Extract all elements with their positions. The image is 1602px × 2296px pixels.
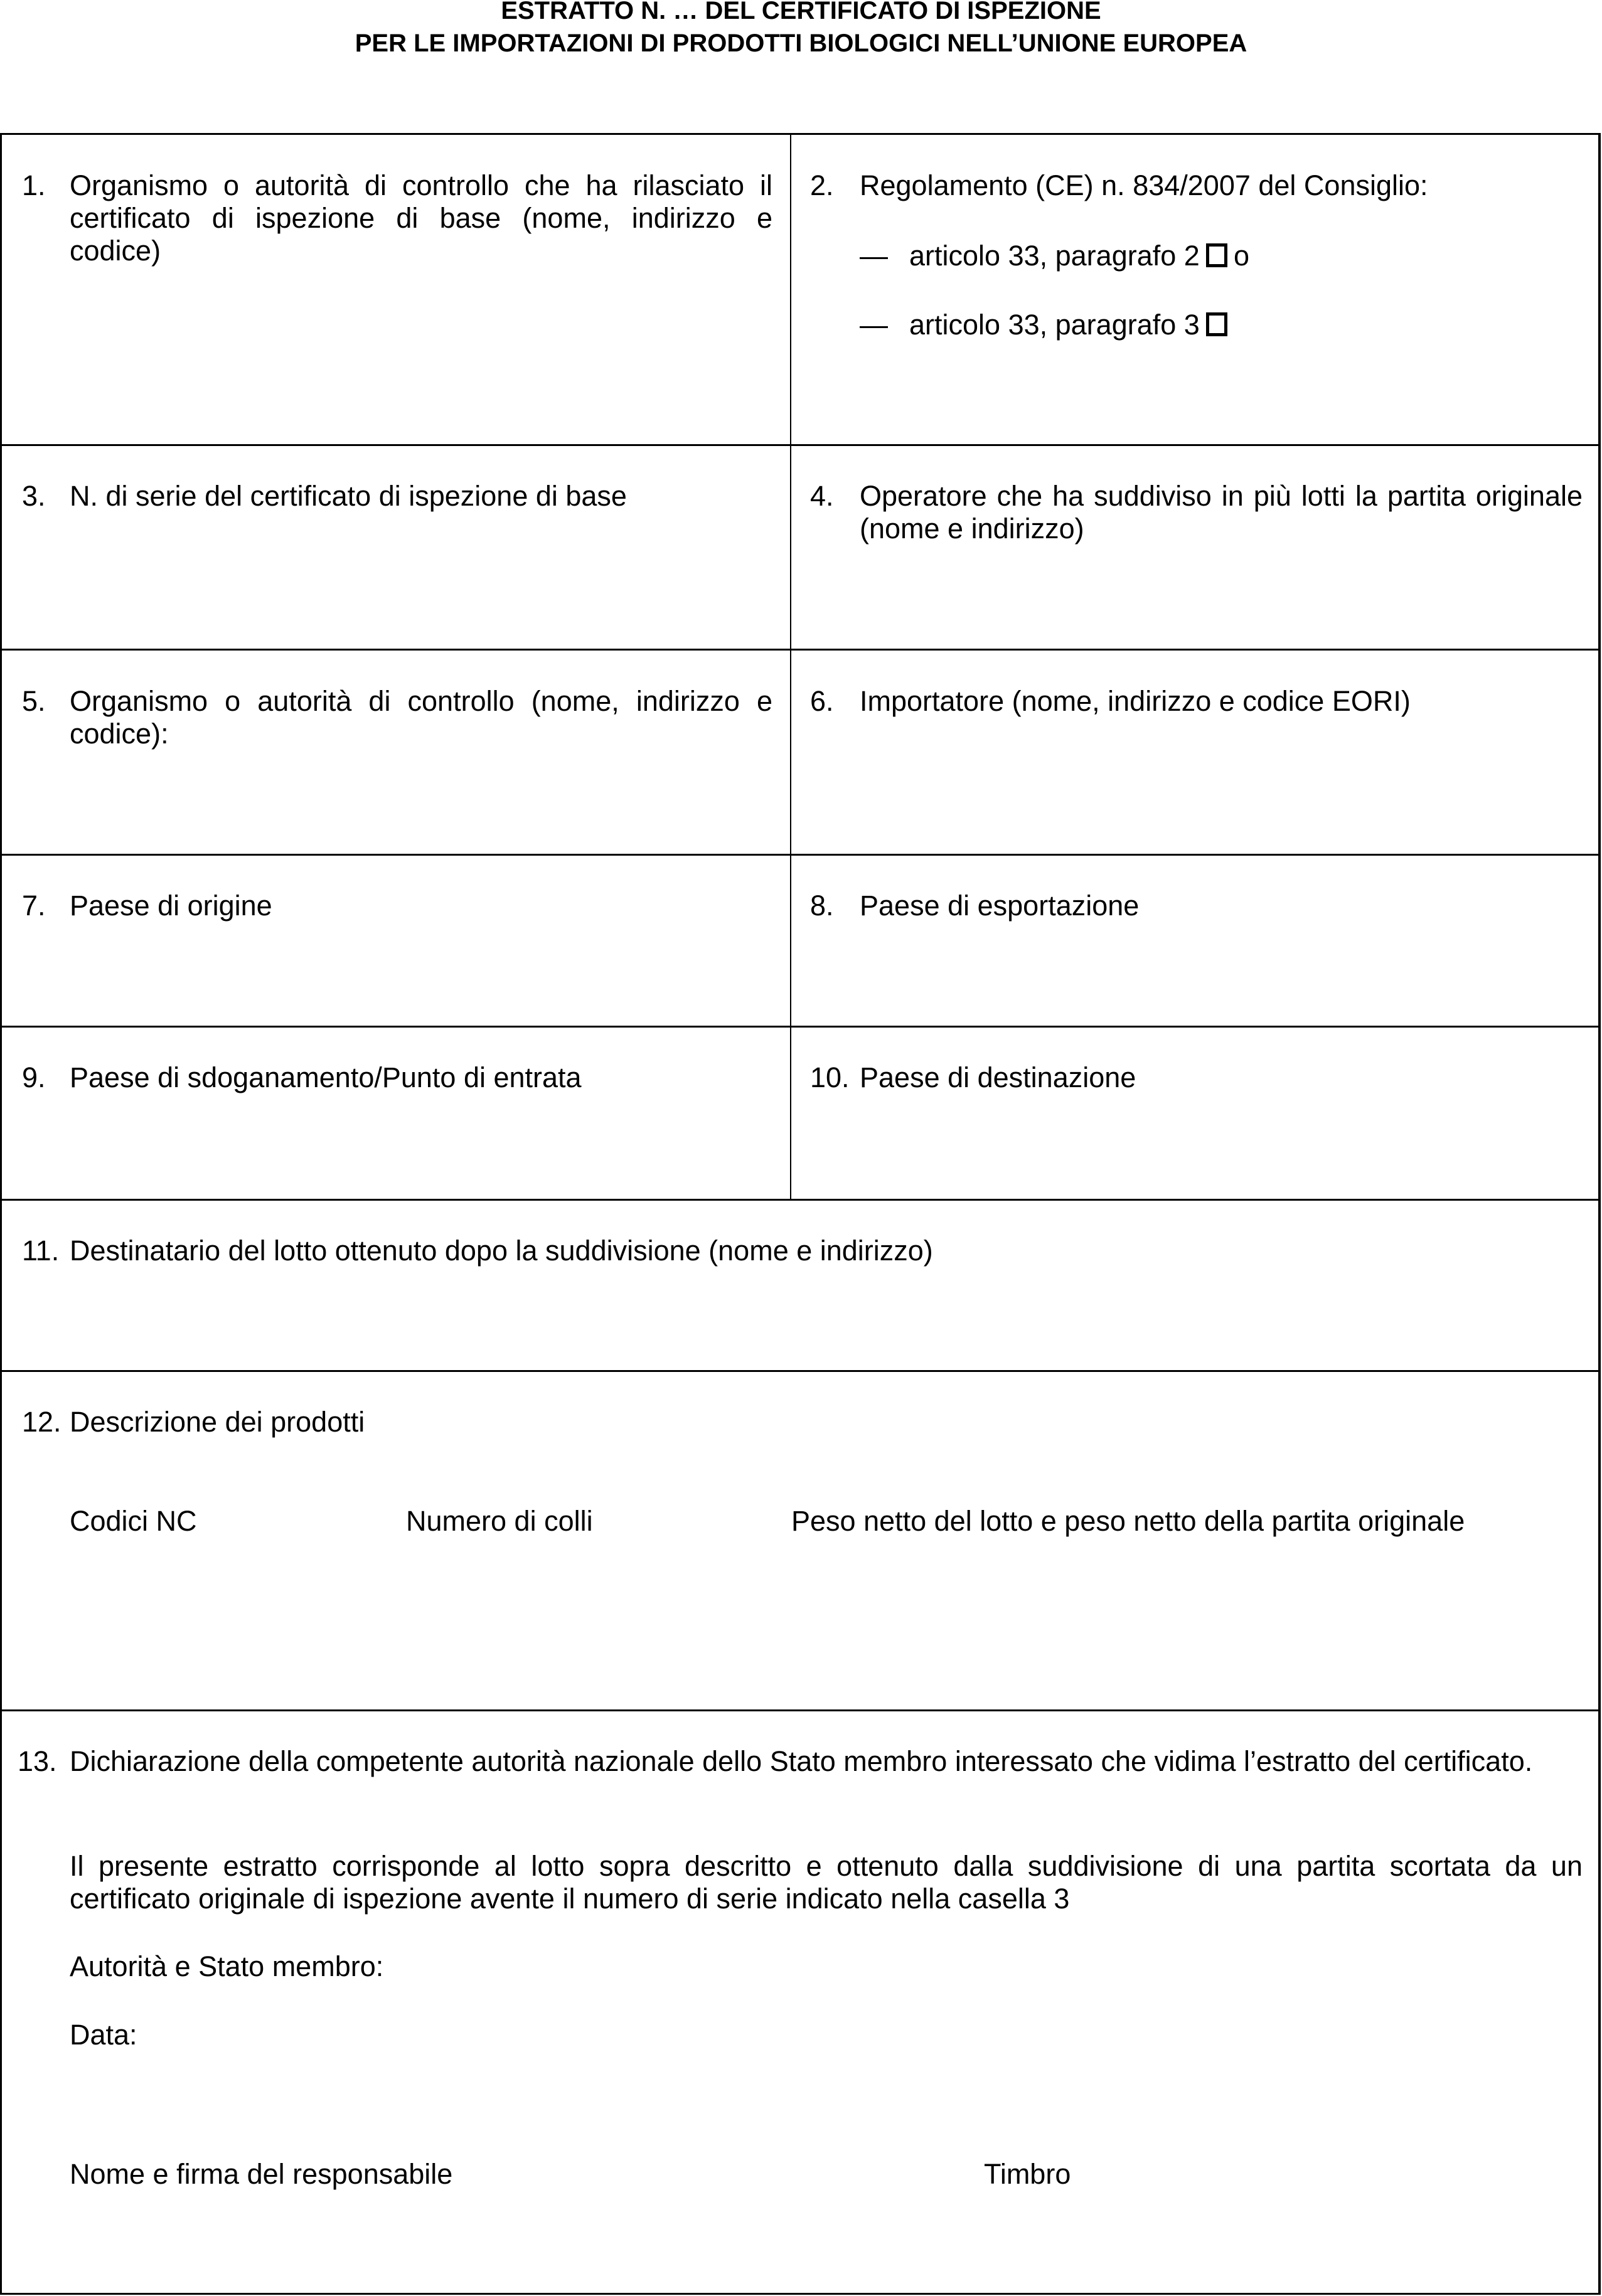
box-label: Organismo o autorità di controllo (nome, indirizzo e codice): xyxy=(70,685,772,750)
authority-member-state-label: Autorità e Stato membro: xyxy=(70,1950,384,1982)
checkbox-article-33-3[interactable] xyxy=(1206,312,1227,336)
box-number: 5. xyxy=(22,685,46,717)
document-title-line-1: ESTRATTO N. … DEL CERTIFICATO DI ISPEZIONE xyxy=(501,0,1101,24)
box-number: 6. xyxy=(810,685,834,717)
option-article-33-3 xyxy=(860,309,1200,341)
box-label: N. di serie del certificato di ispezione di base xyxy=(70,480,627,512)
document-title-line-2: PER LE IMPORTAZIONI DI PRODOTTI BIOLOGICI NELL’UNIONE EUROPEA xyxy=(355,29,1247,57)
signature-label: Nome e firma del responsabile xyxy=(70,2158,453,2190)
declaration-statement: Il presente estratto corrisponde al lotto sopra descritto e ottenuto dalla suddivisione di una partita scortata da un certificato originale di ispezione avente il numero di serie indicato nella casella 3 xyxy=(70,1850,1583,1915)
option-label: articolo 33, paragrafo 2 xyxy=(909,240,1200,272)
box-number: 9. xyxy=(22,1061,46,1093)
box-label: Dichiarazione della competente autorità nazionale dello Stato membro interessato che vidima l’estratto del certificato. xyxy=(70,1745,1533,1777)
option-article-33-2-checkbox-row xyxy=(1206,240,1249,272)
table-border-top xyxy=(0,133,1601,135)
box-label: Importatore (nome, indirizzo e codice EORI) xyxy=(860,685,1411,717)
row-divider xyxy=(0,1026,1601,1028)
box-number: 12. xyxy=(22,1406,61,1438)
row-divider xyxy=(0,444,1601,446)
row-divider xyxy=(0,1199,1601,1201)
box-number: 3. xyxy=(22,480,46,512)
row-divider xyxy=(0,1370,1601,1372)
table-border-bottom xyxy=(0,2293,1601,2295)
checkbox-article-33-2[interactable] xyxy=(1206,243,1227,267)
box-label: Operatore che ha suddiviso in più lotti la partita originale (nome e indirizzo) xyxy=(860,480,1583,545)
box-label: Paese di esportazione xyxy=(860,890,1140,922)
box-label: Paese di sdoganamento/Punto di entrata xyxy=(70,1061,582,1093)
box-number: 11. xyxy=(22,1235,60,1267)
box-number: 2. xyxy=(810,169,834,201)
column-header-cn-codes: Codici NC xyxy=(70,1505,197,1537)
column-header-net-weight: Peso netto del lotto e peso netto della partita originale xyxy=(791,1505,1465,1537)
box-label: Descrizione dei prodotti xyxy=(70,1406,365,1438)
box-label: Destinatario del lotto ottenuto dopo la suddivisione (nome e indirizzo) xyxy=(70,1235,933,1267)
box-number: 7. xyxy=(22,890,46,922)
box-label: Paese di origine xyxy=(70,890,272,922)
box-number: 4. xyxy=(810,480,834,512)
stamp-label: Timbro xyxy=(984,2158,1071,2190)
dash-bullet: — xyxy=(860,240,888,272)
option-label: articolo 33, paragrafo 3 xyxy=(909,309,1200,341)
table-border-left xyxy=(0,133,2,2295)
box-label: Regolamento (CE) n. 834/2007 del Consiglio: xyxy=(860,169,1428,201)
option-article-33-3-checkbox-row xyxy=(1206,309,1234,341)
column-divider xyxy=(790,133,791,1201)
row-divider xyxy=(0,854,1601,856)
date-label: Data: xyxy=(70,2019,137,2051)
table-border-right xyxy=(1598,133,1601,2295)
option-article-33-2 xyxy=(860,240,1200,272)
row-divider xyxy=(0,649,1601,651)
column-header-package-count: Numero di colli xyxy=(406,1505,593,1537)
dash-bullet: — xyxy=(860,309,888,341)
box-label: Paese di destinazione xyxy=(860,1061,1136,1093)
box-number: 8. xyxy=(810,890,834,922)
box-number: 13. xyxy=(18,1745,57,1777)
option-suffix: o xyxy=(1234,240,1250,272)
box-label: Organismo o autorità di controllo che ha rilasciato il certificato di ispezione di base (nome, indirizzo e codice) xyxy=(70,169,772,267)
box-number: 1. xyxy=(22,169,46,201)
row-divider xyxy=(0,1709,1601,1711)
box-number: 10. xyxy=(810,1061,850,1093)
